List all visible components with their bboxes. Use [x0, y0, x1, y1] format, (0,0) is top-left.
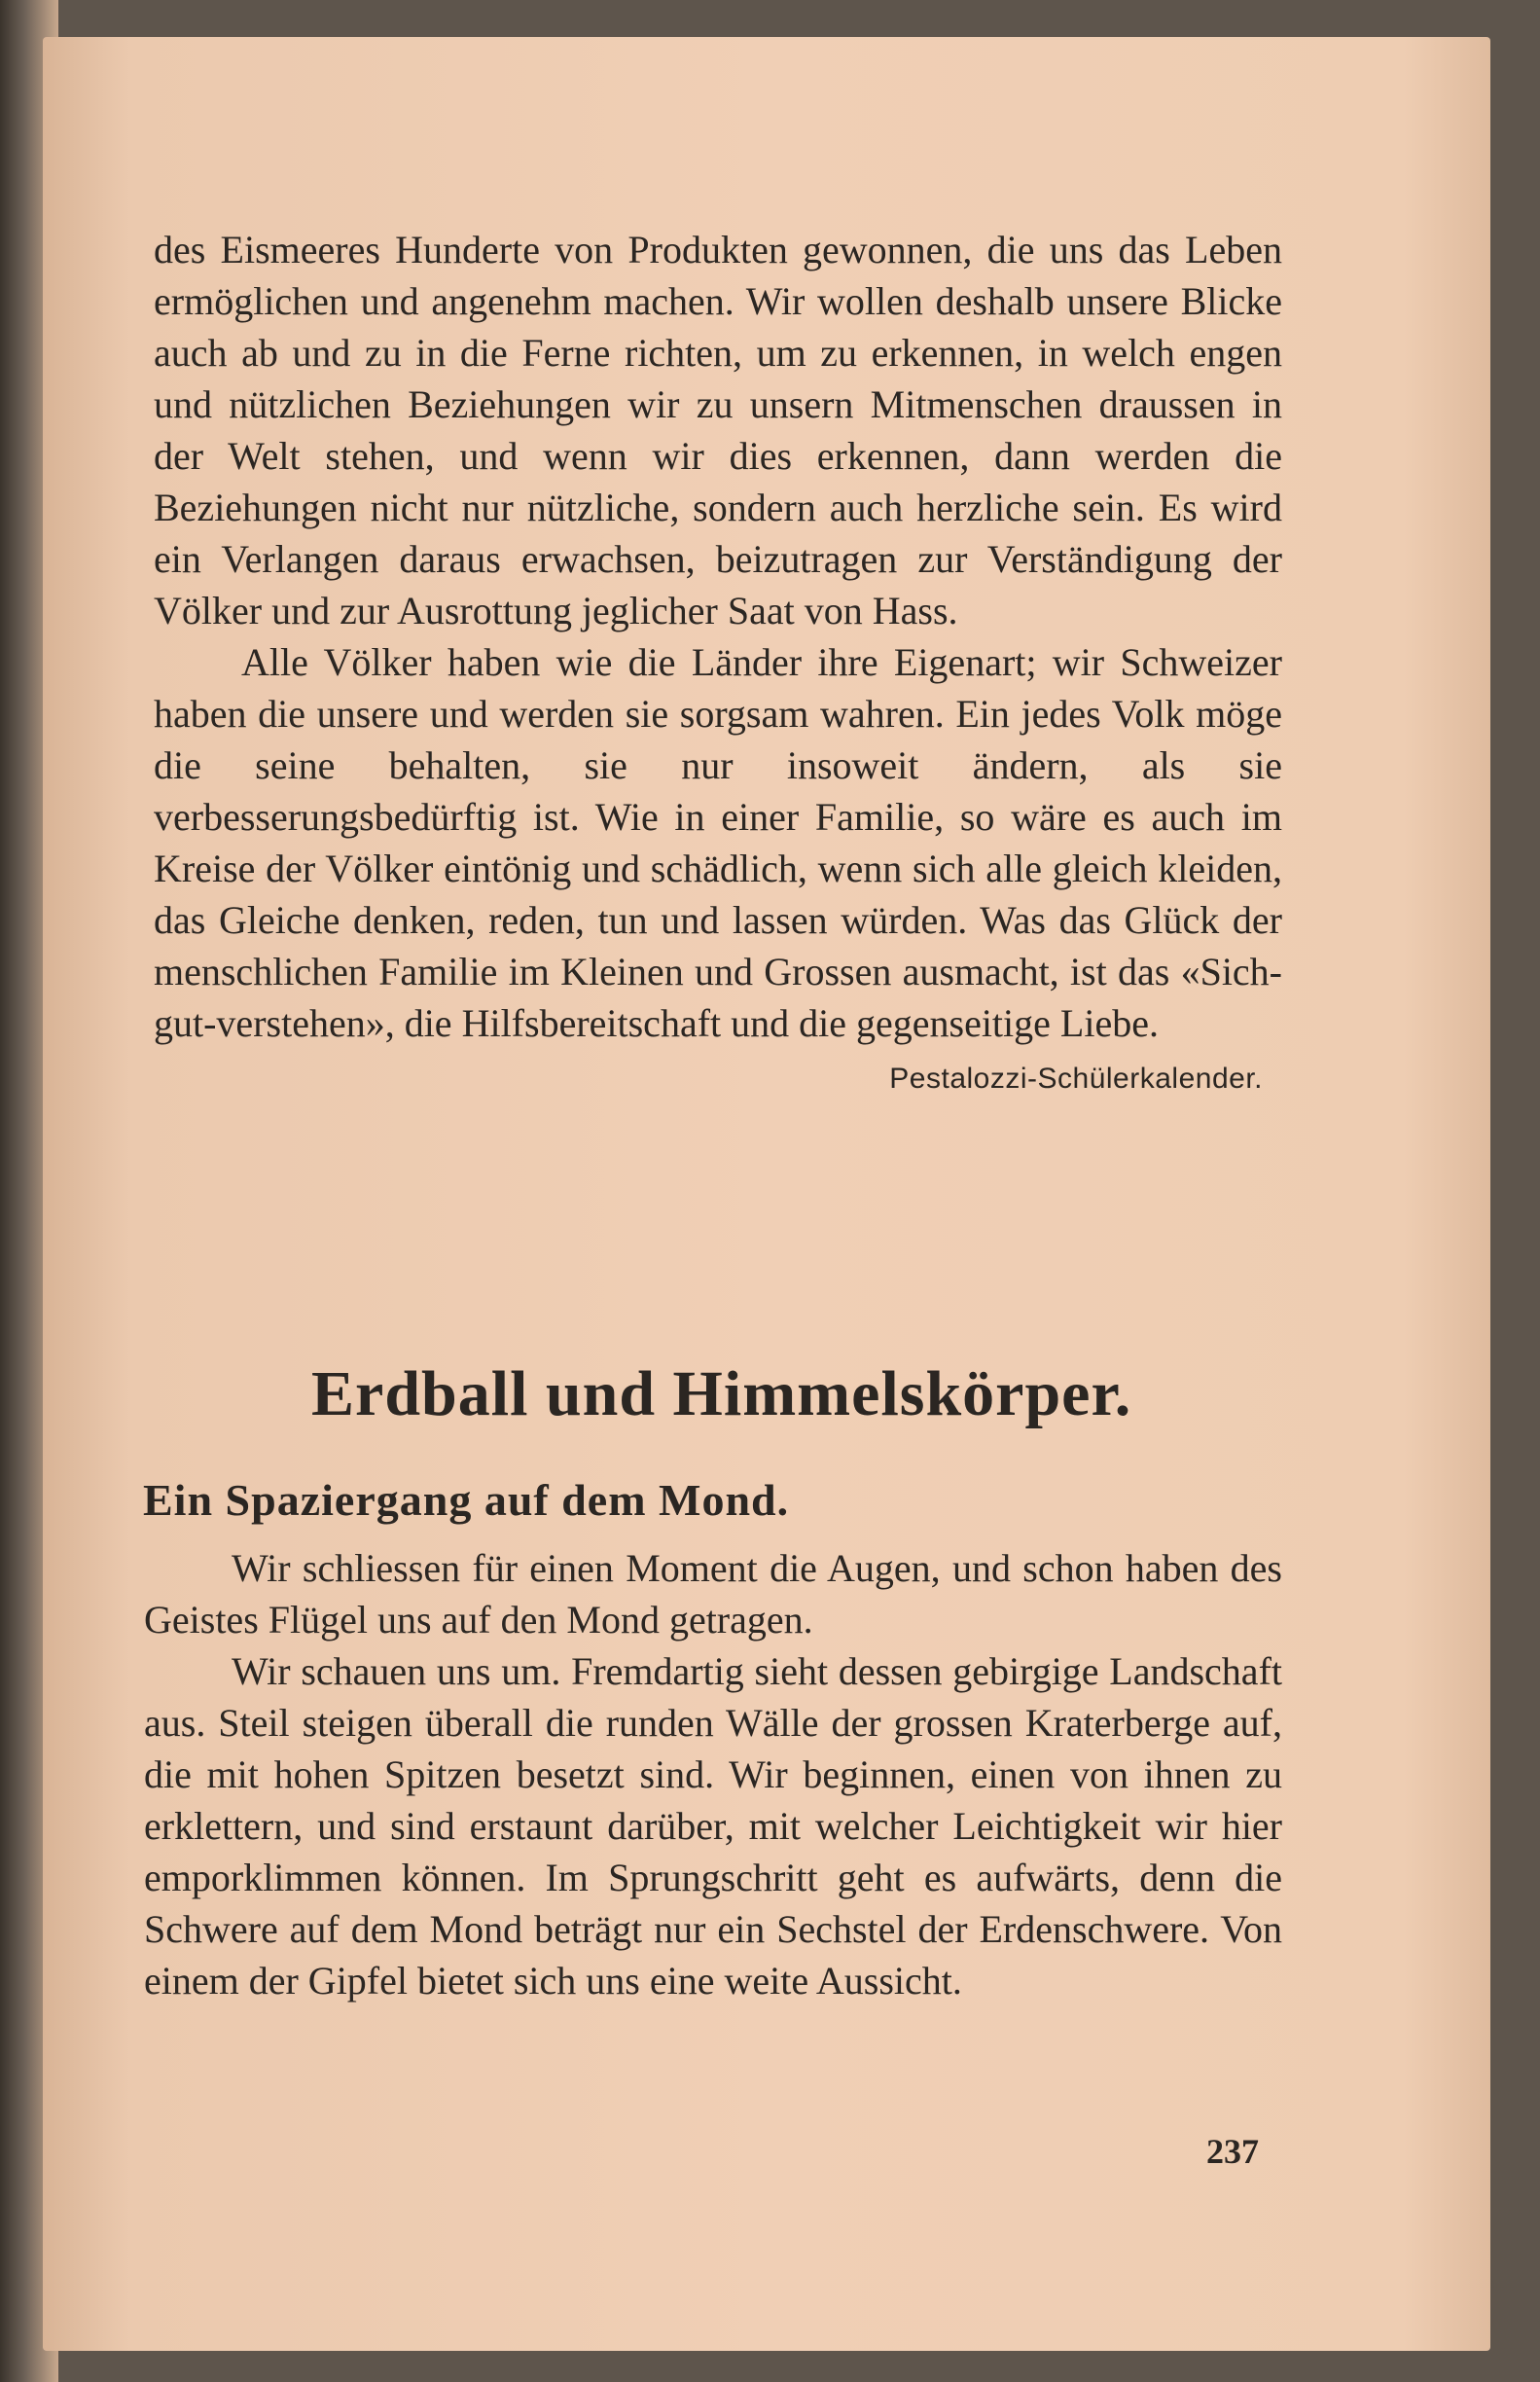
page-number: 237: [1206, 2132, 1259, 2171]
paragraph: Wir schauen uns um. Fremdartig sieht dessen gebirgige Landschaft aus. Steil steigen überall die runden Wälle der grossen Kraterberge auf, die mit hohen Spitzen besetzt sind. Wir beginnen, einen von ihnen zu erklettern, und sind erstaunt darüber, mit welcher Leichtigkeit wir hier emporklimmen können. Im Sprungschritt geht es aufwärts, denn die Schwere auf dem Mond beträgt nur ein Sechstel der Erdenschwere. Von einem der Gipfel bietet sich uns eine weite Aussicht.: [144, 1649, 1282, 2003]
paragraph: Wir schliessen für einen Moment die Augen, und schon haben des Geistes Flügel uns auf den Mond getragen.: [144, 1546, 1282, 1642]
text-block-intro: [154, 224, 1282, 1096]
text-block-moon: [144, 1542, 1282, 2006]
paragraph: Alle Völker haben wie die Länder ihre Eigenart; wir Schweizer haben die unsere und werden sie sorgsam wahren. Ein jedes Volk möge die seine behalten, sie nur insoweit ändern, als sie verbesserungsbedürftig ist. Wie in einer Familie, so wäre es auch im Kreise der Völker eintönig und schädlich, wenn sich alle gleich kleiden, das Gleiche denken, reden, tun und lassen würden. Was das Glück der menschlichen Familie im Kleinen und Grossen ausmacht, ist das «Sich-gut-verstehen», die Hilfsbereitschaft und die gegenseitige Liebe.: [154, 640, 1282, 1045]
section-title: Ein Spaziergang auf dem Mond.: [143, 1475, 790, 1525]
paragraph: des Eismeeres Hunderte von Produkten gewonnen, die uns das Leben ermöglichen und angenehm machen. Wir wollen deshalb unsere Blicke auch ab und zu in die Ferne richten, um zu erkennen, in welch engen und nützlichen Beziehungen wir zu unsern Mitmenschen draussen in der Welt stehen, und wenn wir dies erkennen, dann werden die Beziehungen nicht nur nützliche, sondern auch herzliche sein. Es wird ein Verlangen daraus erwachsen, beizutragen zur Verständigung der Völker und zur Ausrottung jeglicher Saat von Hass.: [154, 228, 1282, 632]
chapter-title: Erdball und Himmelskörper.: [311, 1358, 1132, 1429]
source-citation: Pestalozzi-Schülerkalender.: [889, 1063, 1263, 1095]
